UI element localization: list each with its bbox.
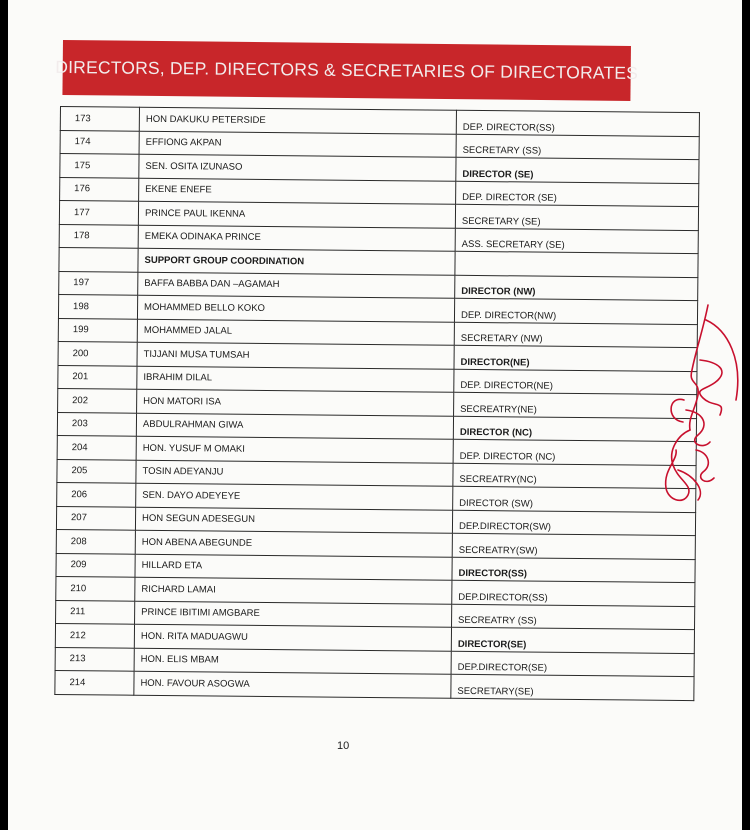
member-position: ASS. SECRETARY (SE) [455,228,698,254]
member-position: SECRETARY (SS) [456,134,699,160]
member-name: EKENE ENEFE [139,178,456,205]
member-position: SECREATRY (SS) [452,604,695,630]
member-position: DEP. DIRECTOR(NW) [454,298,697,324]
member-position: SECREATRY(NC) [453,463,696,489]
member-name: EFFIONG AKPAN [139,131,456,158]
member-position: DIRECTOR (SW) [453,486,696,512]
section-title-banner [55,40,639,101]
member-name: MOHAMMED BELLO KOKO [137,295,454,322]
row-number: 198 [58,294,137,318]
member-position: DEP.DIRECTOR(SW) [452,510,695,536]
row-number: 174 [60,130,139,154]
member-name: SEN. OSITA IZUNASO [139,154,456,181]
member-name: HON. YUSUF M OMAKI [136,436,453,463]
row-number: 207 [56,506,135,530]
row-number: 175 [60,154,139,178]
member-name: HON DAKUKU PETERSIDE [139,107,456,134]
member-name: RICHARD LAMAI [135,577,452,604]
member-name: ABDULRAHMAN GIWA [136,413,453,440]
row-number: 209 [56,553,135,577]
member-name: TOSIN ADEYANJU [136,460,453,487]
page-number: 10 [337,740,350,752]
member-name: HON ABENA ABEGUNDE [135,530,452,557]
member-position: DIRECTOR (NC) [453,416,696,442]
member-name: SUPPORT GROUP COORDINATION [138,248,455,275]
row-number: 213 [55,647,134,671]
member-position: DEP. DIRECTOR(SS) [456,110,699,136]
row-number: 176 [60,177,139,201]
member-name: HON SEGUN ADESEGUN [135,507,452,534]
member-position: SECRETARY (NW) [454,322,697,348]
row-number [59,247,138,271]
member-name: HON MATORI ISA [137,389,454,416]
directors-table [54,106,700,701]
member-name: BAFFA BABBA DAN –AGAMAH [138,272,455,299]
member-position: SECRETARY (SE) [455,204,698,230]
member-position: DEP. DIRECTOR(NE) [454,369,697,395]
member-position: DIRECTOR(NE) [454,345,697,371]
member-position: SECREATRY(NE) [454,392,697,418]
member-name: HON. FAVOUR ASOGWA [134,671,451,698]
member-name: SEN. DAYO ADEYEYE [136,483,453,510]
row-number: 214 [55,670,134,694]
member-name: PRINCE PAUL IKENNA [138,201,455,228]
member-position [455,251,698,277]
member-position: SECREATRY(SW) [452,533,695,559]
row-number: 177 [59,201,138,225]
table-row [55,670,694,700]
member-name: HILLARD ETA [135,554,452,581]
row-number: 201 [58,365,137,389]
member-name: EMEKA ODINAKA PRINCE [138,225,455,252]
member-name: PRINCE IBITIMI AMGBARE [135,601,452,628]
member-name: HON. ELIS MBAM [134,648,451,675]
member-position: DIRECTOR(SE) [451,627,694,653]
document-page [8,0,742,830]
row-number: 210 [56,576,135,600]
row-number: 208 [56,529,135,553]
member-name: TIJJANI MUSA TUMSAH [137,342,454,369]
member-position: DIRECTOR (SE) [456,157,699,183]
member-position: DEP.DIRECTOR(SE) [451,651,694,677]
row-number: 202 [58,388,137,412]
member-position: DEP. DIRECTOR (SE) [456,181,699,207]
row-number: 173 [60,107,139,131]
member-name: MOHAMMED JALAL [137,319,454,346]
member-position: DIRECTOR(SS) [452,557,695,583]
row-number: 197 [59,271,138,295]
row-number: 204 [57,435,136,459]
row-number: 203 [57,412,136,436]
member-name: IBRAHIM DILAL [137,366,454,393]
row-number: 212 [55,623,134,647]
section-title: DIRECTORS, DEP. DIRECTORS & SECRETARIES OF DIRECTORATES [55,56,639,84]
row-number: 200 [58,341,137,365]
row-number: 206 [57,482,136,506]
handwritten-signature [648,300,742,510]
member-name: HON. RITA MADUAGWU [134,624,451,651]
row-number: 205 [57,459,136,483]
row-number: 211 [56,600,135,624]
member-position: DIRECTOR (NW) [455,275,698,301]
row-number: 199 [58,318,137,342]
member-position: DEP. DIRECTOR (NC) [453,439,696,465]
member-position: DEP.DIRECTOR(SS) [452,580,695,606]
member-position: SECRETARY(SE) [451,674,694,700]
row-number: 178 [59,224,138,248]
